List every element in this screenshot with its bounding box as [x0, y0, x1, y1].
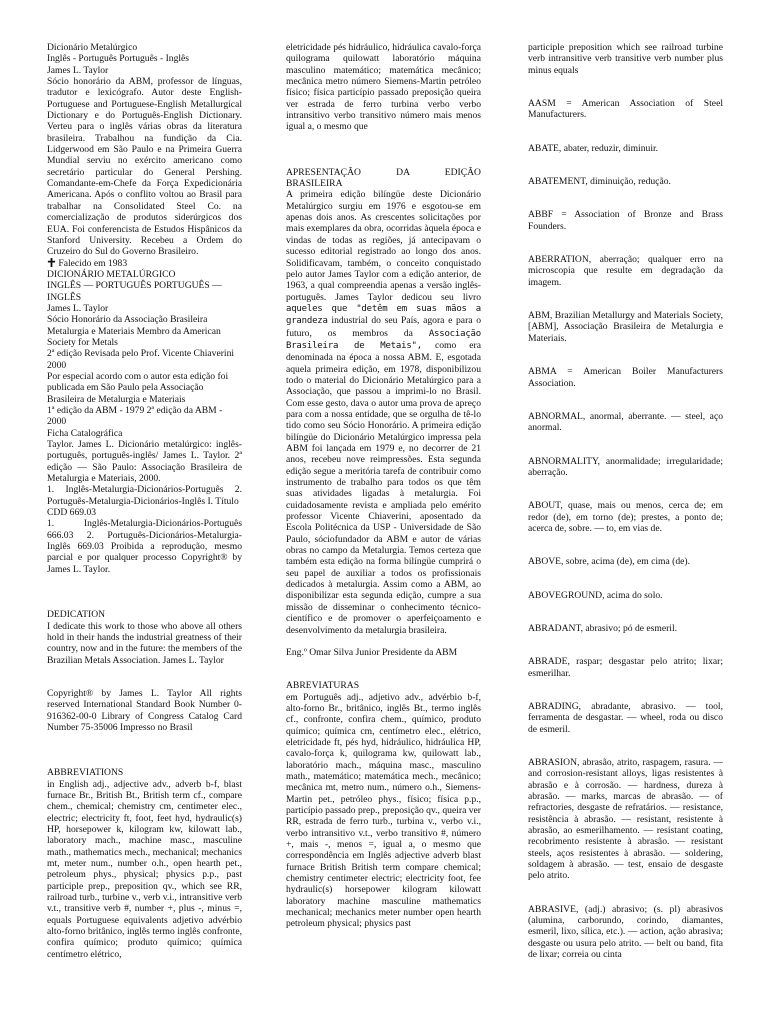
- dictionary-entry: AASM = American Association of Steel Manufacturers.: [528, 98, 723, 121]
- dedication-text: I dedicate this work to those who above all others hold in their hands the industrial greatness of their country, now and in the future: the members of the Brazilian Metals Association. James L. Taylor: [47, 620, 242, 666]
- dictionary-entry: ABNORMAL, anormal, aberrante. — steel, aço anormal.: [528, 410, 723, 434]
- abreviaturas-text: em Português adj., adjetivo adv., advérbio b-f, alto-forno Br., britânico, inglês Bt., termo inglês cf., confronte, confira chem., químico, produto químico; química cm, centímetro elec., elétrico, eletricidade ft, pés hyd, hidráulico, hidráulica HP, cavalo-força k, quilograma kw, quilowatt lab., laboratório mach., máquina masc., masculino math., matemático; matemática mech., mecânico; mecânica mt, metro num., número o.h., Siemens-Martin pet., petróleo phys., físico; física p.p., particípio passado prep., preposição qv., queira ver RR, estrada de ferro turb., turbina v., verbo v.i., verbo intransitivo v.t., verbo transitivo #, número +, mais -, menos =, igual a, o mesmo que correspondência em Inglês adjective adverb blast furnace British British term compare chemical; chemistry centimeter electric; electricity foot, fee hydraulic(s) horsepower kilogram kilowatt laboratory machine masculine mathematics mechanical; mechanics meter number open hearth petroleum physical; physics past: [286, 691, 481, 930]
- dictionary-entry: ABMA = American Boiler Manufacturers Association.: [528, 366, 723, 389]
- book-intro: Dicionário Metalúrgico Inglês - Português Português - Inglês James L. Taylor: [47, 42, 190, 76]
- dictionary-entry: ABOVEGROUND, acima do solo.: [528, 589, 663, 601]
- dictionary-entry: ABRASIVE, (adj.) abrasivo; (s. pl) abrasivos (alumina, carborundo, corindo, diamantes, esmeril, lixo, sílica, etc.). — action, ação abrasiva; desgaste ou usura pelo atrito. — belt ou band, fita de lixar; correia ou cinta: [528, 903, 723, 961]
- presentation-text-after: como era denominada na época a nossa ABM. E, esgotada aquela primeira edição, em 1978, disponibilizou todo o material do Dicionário Metalúrgico para a Associação, que passou a imprimi-lo no Brasil. Com esse gesto, dava o autor uma prova de apreço para com a nossa entidade, que se orgulha de tê-lo tido como seu Sócio Honorário. A primeira edição bilíngüe do Dicionário Metalúrgico impressa pela ABM foi lançada em 1979 e, no decorrer de 21 anos, recebeu nove reimpressões. Esta segunda edição segue a meritória tarefa de contribuir como instrumento de trabalho para todos os que têm suas atividades ligadas à metalurgia. Foi cuidadosamente revista e ampliada pelo emérito professor Vicente Chiaverini, aposentado da Escola Politécnica da USP - Universidade de São Paulo, sóciofundador da ABM e autor de várias obras no campo da Metalurgia. Temos certeza que também esta edição na forma bilíngüe cumprirá o seu papel de auxiliar a todos os profissionais dedicados à metalurgia. Assim como a ABM, ao disponibilizar esta segunda edição, cumpre a sua missão de disseminar o conhecimento técnico-científico e de promover o aperfeiçoamento e desenvolvimento da metalurgia brasileira.: [286, 339, 482, 636]
- copyright-text: Copyright® by James L. Taylor All rights reserved International Standard Book Number 0-916362-00-0 Library of Congress Catalog Card Number 75-35006 Impresso no Brasil: [47, 687, 242, 733]
- dictionary-entry: ABOVE, sobre, acima (de), em cima (de).: [528, 556, 690, 568]
- dictionary-entry: ABRASION, abrasão, atrito, raspagem, rasura. — and corrosion-resistant alloys, ligas resistentes à abrasão e à corrosão. — hardness, dureza à abrasão. — marks, marcas de abrasão. — of refractories, desgaste de refratários. — resistance, resistência à abrasão. — resistant, resistente à abrasão, ao esmerilhamento. — resistant coating, recobrimento resistente à abrasão. — resistant steels, aços resistentes à abrasão. — soldering, soldagem à abrasão. — test, ensaio de desgaste pelo atrito.: [528, 757, 723, 882]
- presentation-quote-2: Associação Brasileira de Metais",: [286, 328, 481, 351]
- abbreviations-heading: ABBREVIATIONS: [47, 767, 124, 779]
- abbrev-continuation: eletricidade pés hidráulico, hidráulica cavalo-força quilograma quilowatt laboratório máquina masculino matemático; matemática mecânico; mecânica metro número Siemens-Martin petróleo físico; física particípio passado preposição queira ver estrada de ferro turbina verbo verbo intransitivo verbo transitivo número mais menos igual a, o mesmo que: [286, 42, 481, 133]
- society-membership: Sócio Honorário da Associação Brasileira Metalurgia e Materiais Membro da American Society for Metals: [47, 314, 221, 348]
- presentation-heading: APRESENTAÇÃO DA EDIÇÃO BRASILEIRA: [286, 166, 481, 190]
- publication-agreement: Por especial acordo com o autor esta edição foi publicada em São Paulo pela Associação Brasileira de Metalurgia e Materiais 1ª edição da ABM - 1979 2ª edição da ABM - 2000 Ficha Catalográfica: [47, 370, 229, 439]
- title-block: DICIONÁRIO METALÚRGICO INGLÊS — PORTUGUÊS PORTUGUÊS — INGLÊS James L. Taylor: [47, 268, 222, 314]
- abbreviations-text: in English adj., adjective adv., adverb b-f, blast furnace Br., British Bt., British term cf., compare chem., chemical; chemistry cm, centimeter elec., electric; electricity ft, foot, feet hyd, hydraulic(s) HP, horsepower k, kilogram kw, kilowatt lab., laboratory mach., machine masc., masculine math., mathematics mech., mechanical; mechanics mt, meter num., number o.h., open hearth pet., petroleum phys., physical; physics p.p., past participle prep., preposition qv., which see RR, railroad turb., turbine v., verb v.i., intransitive verb v.t., transitive verb #, number +, plus -, minus =, equals Portuguese equivalents adjetivo advérbio alto-forno britânico, inglês termo inglês confronte, confira químico; produto químico; química centímetro elétrico,: [47, 778, 242, 960]
- dictionary-entry: ABOUT, quase, mais ou menos, cerca de; em redor (de), em torno (de); prestes, a ponto de; acerca de, sobre. — to, em vias de.: [528, 500, 723, 534]
- deceased-text: Falecido em 1983: [58, 257, 128, 269]
- dedication-heading: DEDICATION: [47, 609, 106, 621]
- abreviaturas-heading: ABREVIATURAS: [286, 680, 360, 692]
- dictionary-entry: participle preposition which see railroad turbine verb intransitive verb transitive verb number plus minus equals: [528, 42, 723, 76]
- dictionary-entry: ABERRATION, aberração; qualquer erro na microscopia que resulte em degradação da imagem.: [528, 254, 723, 288]
- catalog-subjects: 1. Inglês-Metalurgia-Dicionários-Português 2. Português-Metalurgia-Dicionários-Inglês I. Título: [47, 484, 242, 507]
- catalog-record: Taylor. James L. Dicionário metalúrgico: inglês-português, português-inglês/ James L. Taylor. 2ª edição — São Paulo: Associação Brasileira de Metalurgia e Materiais, 2000.: [47, 439, 242, 485]
- dictionary-entry: ABRADING, abradante, abrasivo. — tool, ferramenta de desgastar. — wheel, roda ou disco de esmeril.: [528, 700, 723, 735]
- deceased-line: [47, 258, 242, 269]
- dictionary-entry: ABRADANT, abrasivo; pó de esmeril.: [528, 622, 678, 634]
- presentation-text-before: A primeira edição bilíngüe deste Dicionário Metalúrgico surgiu em 1976 e esgotou-se em apenas dois anos. As crescentes solicitações por mais exemplares da obra, ocorridas àquela época e vindas de todas as regiões, já antecipavam o sucesso editorial registrado ao longo dos anos. Solidificavam, também, o conceito conquistado pelo autor James Taylor com a edição anterior, de 1963, a qual compreendia apenas a versão inglês-português. James Taylor dedicou seu livro: [286, 189, 481, 303]
- dictionary-entry: ABM, Brazilian Metallurgy and Materials Society, [ABM], Associação Brasileira de Metalurgia e Materiais.: [528, 310, 723, 344]
- dictionary-entry: ABRADE, raspar; desgastar pelo atrito; lixar; esmerilhar.: [528, 656, 723, 679]
- edition-info: 2ª edição Revisada pelo Prof. Vicente Chiaverini 2000: [47, 348, 235, 371]
- dictionary-entry: ABATEMENT, diminuição, redução.: [528, 176, 671, 188]
- dictionary-entry: ABBF = Association of Bronze and Brass Founders.: [528, 209, 723, 232]
- presentation-quote-1: aqueles que "detêm em suas mãos a grandeza: [286, 303, 481, 327]
- presentation-text-mid: industrial do seu País, agora e para o futuro, os membros da: [286, 315, 481, 339]
- signature: Eng.º Omar Silva Junior Presidente da ABM: [286, 646, 458, 658]
- author-bio: Sócio honorário da ABM, professor de línguas, tradutor e lexicógrafo. Autor deste English-Portuguese and Portuguese-English Metallurgical Dictionary e do Português-English Dictionary. Verteu para o inglês várias obras da literatura brasileira. Trabalhou na fundição da Cia. Lidgerwood em São Paulo e na Primeira Guerra Mundial serviu no exército americano como secretário particular do General Pershing. Comandante-em-Chefe da Força Expedicionária Americana. Após o conflito voltou ao Brasil para trabalhar na Consolidated Steel Co. na comercialização de produtos siderúrgicos dos EUA. Foi conferencista de Estudos Hispânicos da Stanford University. Recebeu a Ordem do Cruzeiro do Sul do Governo Brasileiro.: [47, 76, 242, 258]
- column-left: [47, 42, 242, 960]
- dictionary-entry: ABATE, abater, reduzir, diminuir.: [528, 142, 659, 154]
- dictionary-entry: ABNORMALITY, anormalidade; irregularidade; aberração.: [528, 455, 723, 478]
- cross-icon: [47, 258, 56, 267]
- cdd-number: CDD 669.03: [47, 507, 97, 519]
- column-right: [528, 42, 723, 961]
- presentation-text: [286, 189, 481, 635]
- column-middle: [286, 42, 481, 930]
- cdd-detail: 1. Inglês-Metalurgia-Dicionários-Português 666.03 2. Português-Dicionários-Metalurgia-Inglês 669.03 Proibida a reprodução, mesmo parcial e por qualquer processo Copyright® by James L. Taylor.: [47, 518, 242, 575]
